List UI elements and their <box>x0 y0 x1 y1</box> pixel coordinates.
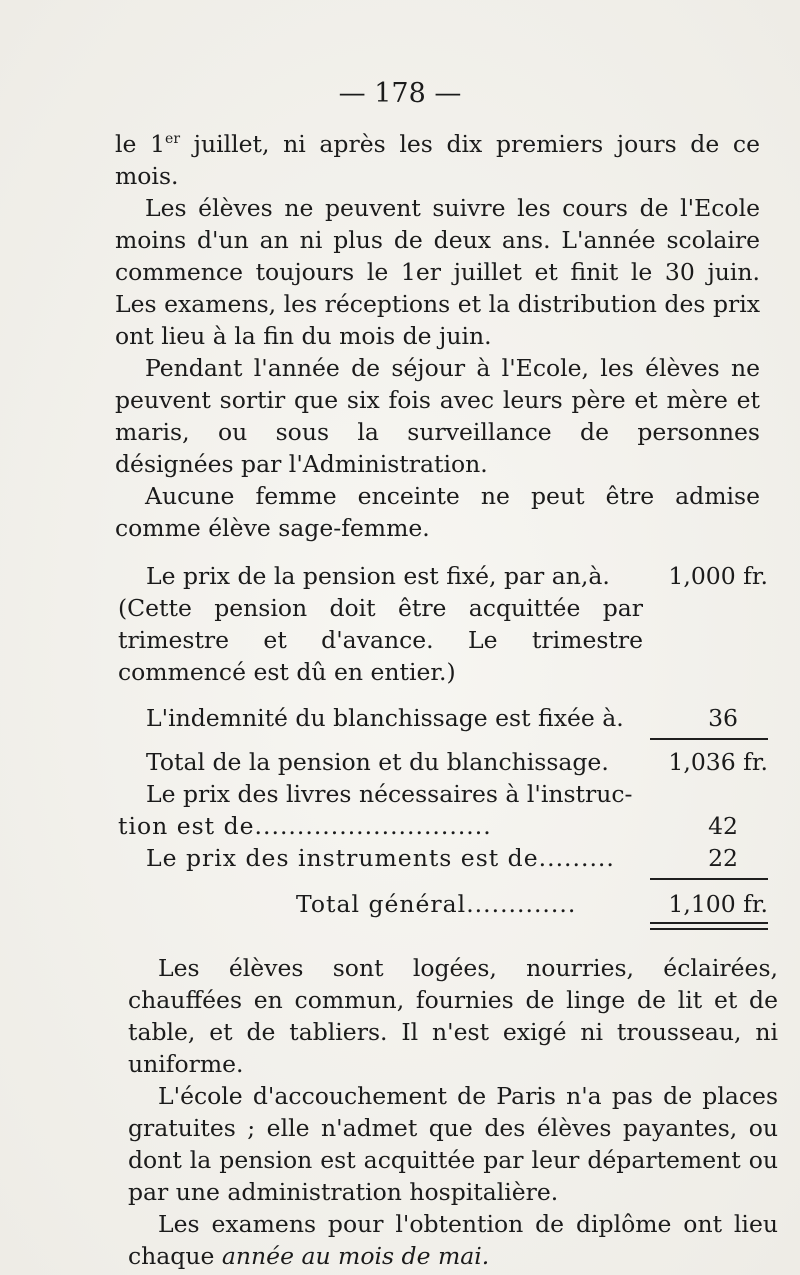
fee-row-books <box>118 810 768 842</box>
paragraph-exams: Les examens pour l'obtention de diplôme ont lieu chaque année au mois de mai. <box>128 1210 778 1270</box>
fee-row-books-line1 <box>118 778 768 810</box>
fee-row-pension <box>118 560 768 592</box>
fee-value: 42 <box>708 812 738 840</box>
fee-row-laundry <box>118 702 768 734</box>
page-number: — 178 — <box>338 78 462 109</box>
paragraph-outings: Pendant l'année de séjour à l'Ecole, les élèves ne peuvent sortir que six fois avec leurs père et mère et maris, ou sous la surveillance de personnes désignées par l'Administration. <box>115 354 760 478</box>
paragraph-board: Les élèves sont logées, nourries, éclairées, chauffées en commun, fournies de linge de lit et de table, et de tabliers. Il n'est exigé ni trousseau, ni uniforme. <box>128 954 778 1078</box>
fee-label: Total de la pension et du blanchissage. <box>146 748 609 776</box>
paragraph-continuation: le 1er juillet, ni après les dix premiers jours de ce mois. <box>115 130 760 190</box>
fee-value: 22 <box>708 844 738 872</box>
fee-value: 1,036 fr. <box>668 748 768 776</box>
total-rule <box>650 878 768 880</box>
fee-row-subtotal <box>118 746 768 778</box>
paragraph-admission: Aucune femme enceinte ne peut être admise comme élève sage-femme. <box>115 482 760 542</box>
fee-value: 1,000 fr. <box>668 562 768 590</box>
fee-row-total <box>118 888 768 920</box>
total-double-rule-top <box>650 922 768 924</box>
top-text-block <box>115 128 760 544</box>
fee-label: Le prix de la pension est fixé, par an,à. <box>146 562 610 590</box>
paragraph-duration: Les élèves ne peuvent suivre les cours de l'Ecole moins d'un an ni plus de deux ans. L'année scolaire commence toujours le 1er juillet et finit le 30 juin. Les examens, les réceptions et la distribution des prix ont lieu à la fin du mois de juin. <box>115 194 760 350</box>
paragraph-paying-students: L'école d'accouchement de Paris n'a pas de places gratuites ; elle n'admet que des élèves payantes, ou dont la pension est acquittée par leur département ou par une administration hospitalière. <box>128 1082 778 1206</box>
total-double-rule-bottom <box>650 928 768 930</box>
fee-row-instruments <box>118 842 768 874</box>
fee-label: tion est de............................ <box>118 812 492 840</box>
fee-label: Total général............. <box>296 890 577 918</box>
subtotal-rule <box>650 738 768 740</box>
fee-label: Le prix des instruments est de......... <box>146 844 615 872</box>
fee-value: 1,100 fr. <box>668 890 768 918</box>
fee-value: 36 <box>708 704 738 732</box>
fee-label: Le prix des livres nécessaires à l'instruc- <box>146 780 633 808</box>
fee-label: L'indemnité du blanchissage est fixée à. <box>146 704 624 732</box>
fee-note: (Cette pension doit être acquittée par trimestre et d'avance. Le trimestre commencé est dû en entier.) <box>118 594 643 686</box>
bottom-text-block <box>128 952 778 1272</box>
